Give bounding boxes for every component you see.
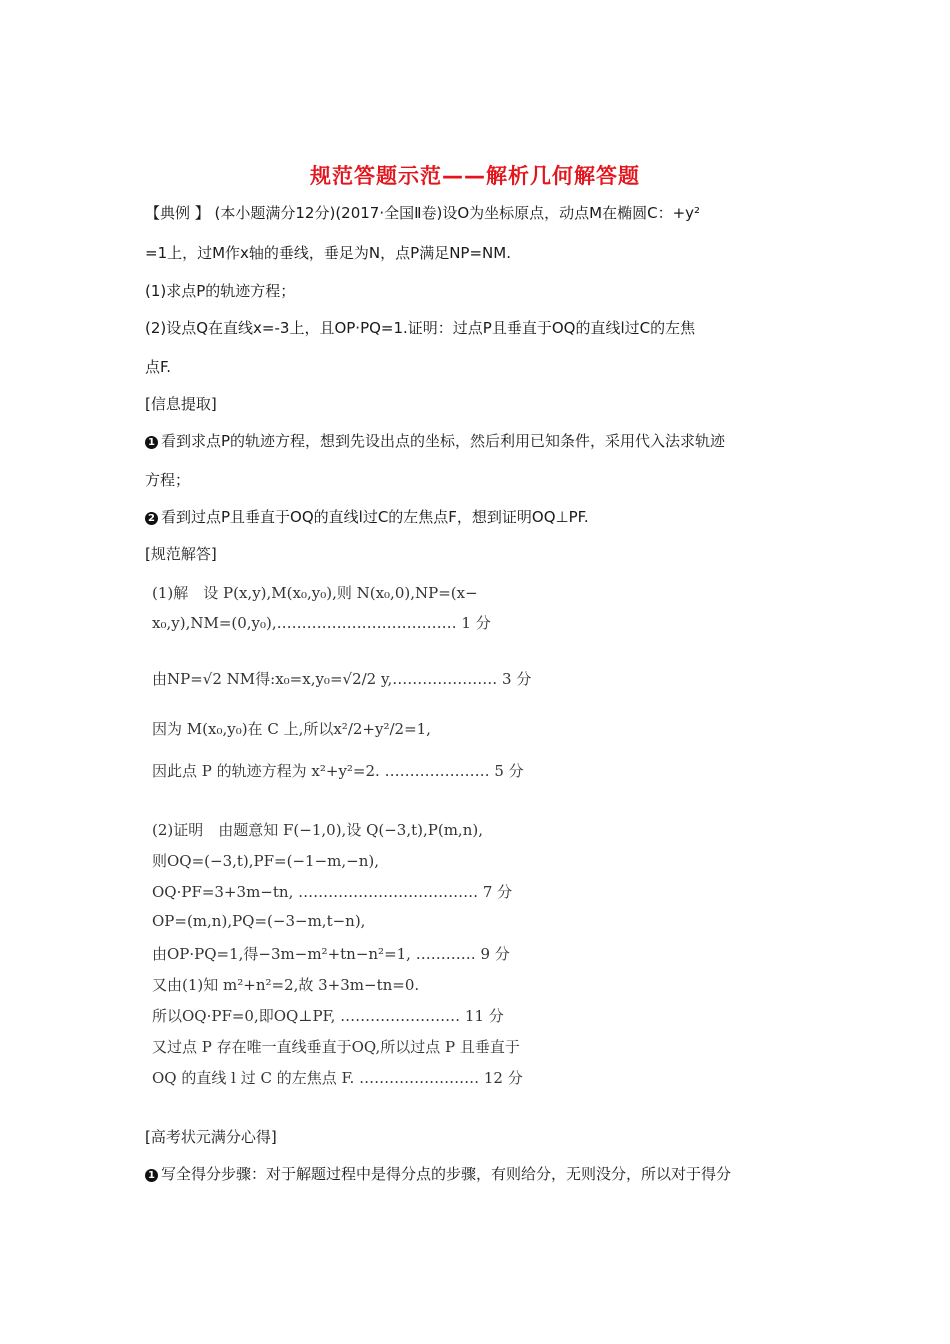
solution-line-4: 因此点 P 的轨迹方程为 x²+y²=2. ………………… 5 分: [152, 762, 524, 780]
proof-line-4: OP=(m,n),PQ=(−3−m,t−n),: [152, 912, 366, 930]
problem-line-1: 【典例 】 (本小题满分12分)(2017·全国Ⅱ卷)设O为坐标原点，动点M在椭圆C：+y²: [145, 204, 701, 222]
proof-line-3: OQ·PF=3+3m−tn, ……………………………… 7 分: [152, 883, 513, 901]
solution-line-1b: x₀,y),NM=(0,y₀),……………………………… 1 分: [152, 614, 491, 632]
tips-item-1-text: 写全得分步骤：对于解题过程中是得分点的步骤，有则给分，无则没分，所以对于得分: [161, 1165, 732, 1183]
info-item-1-cont: 方程；: [145, 471, 191, 489]
number-2-icon: 2: [145, 512, 158, 525]
problem-line-2: =1上，过M作x轴的垂线，垂足为N，点P满足NP=NM.: [145, 244, 511, 262]
page-title: 规范答题示范——解析几何解答题: [310, 164, 640, 188]
info-item-1-text: 看到求点P的轨迹方程，想到先设出点的坐标，然后利用已知条件，采用代入法求轨迹: [161, 432, 726, 450]
proof-line-9: OQ 的直线 l 过 C 的左焦点 F. …………………… 12 分: [152, 1069, 523, 1087]
proof-line-2: 则OQ=(−3,t),PF=(−1−m,−n),: [152, 852, 379, 870]
number-1-icon: 1: [145, 436, 158, 449]
problem-part-1: (1)求点P的轨迹方程；: [145, 282, 296, 300]
proof-line-7: 所以OQ·PF=0,即OQ⊥PF, …………………… 11 分: [152, 1007, 504, 1025]
info-item-2-text: 看到过点P且垂直于OQ的直线l过C的左焦点F，想到证明OQ⊥PF.: [161, 508, 589, 526]
info-item-2: [145, 506, 589, 527]
proof-line-6: 又由(1)知 m²+n²=2,故 3+3m−tn=0.: [152, 976, 420, 994]
number-1-icon: 1: [145, 1169, 158, 1182]
tips-item-1: [145, 1163, 731, 1184]
solution-line-2: 由NP=√2 NM得:x₀=x,y₀=√2/2 y,………………… 3 分: [152, 670, 532, 688]
proof-line-5: 由OP·PQ=1,得−3m−m²+tn−n²=1, ………… 9 分: [152, 945, 510, 963]
tips-heading: [高考状元满分心得]: [145, 1128, 277, 1146]
solution-line-3: 因为 M(x₀,y₀)在 C 上,所以x²/2+y²/2=1,: [152, 720, 431, 738]
problem-part-2-line-2: 点F.: [145, 358, 171, 376]
info-item-1: [145, 430, 725, 451]
solution-line-1a: (1)解 设 P(x,y),M(x₀,y₀),则 N(x₀,0),NP=(x−: [152, 584, 478, 602]
proof-line-1: (2)证明 由题意知 F(−1,0),设 Q(−3,t),P(m,n),: [152, 821, 483, 839]
problem-part-2-line-1: (2)设点Q在直线x=-3上，且OP·PQ=1.证明：过点P且垂直于OQ的直线l过C的左焦: [145, 319, 696, 337]
proof-line-8: 又过点 P 存在唯一直线垂直于OQ,所以过点 P 且垂直于: [152, 1038, 520, 1056]
info-heading: [信息提取]: [145, 395, 217, 413]
solution-heading: [规范解答]: [145, 545, 217, 563]
